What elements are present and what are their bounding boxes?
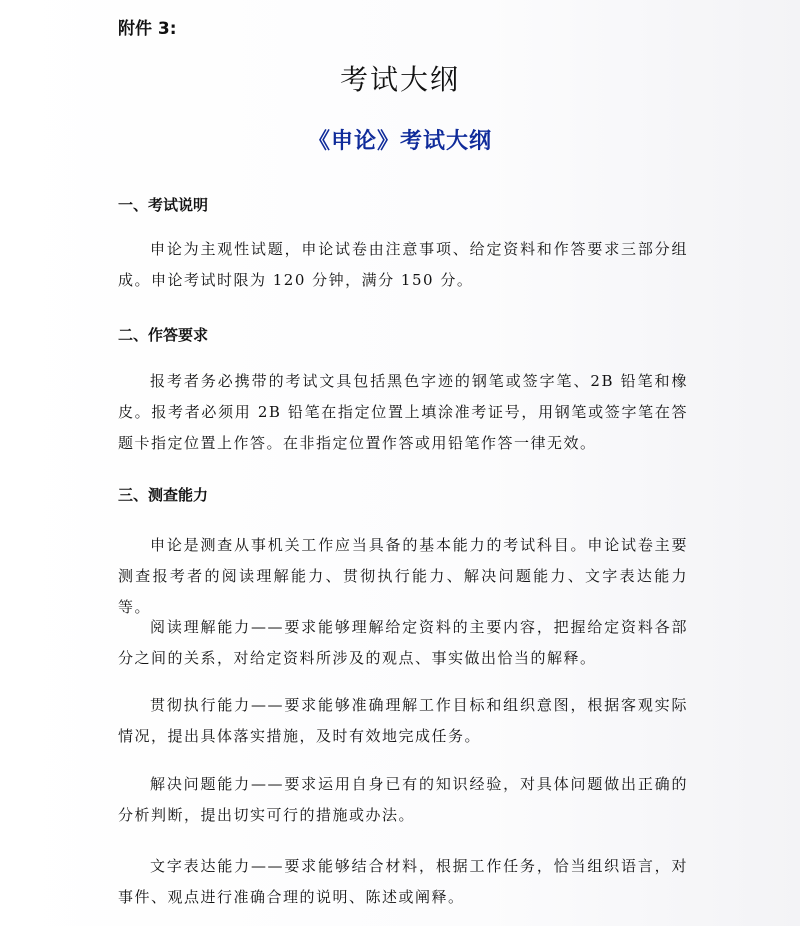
section-heading-abilities: 三、测查能力 bbox=[118, 486, 209, 504]
attachment-label: 附件 3: bbox=[118, 19, 177, 39]
section-paragraph bbox=[118, 612, 688, 674]
section-paragraph bbox=[118, 530, 688, 623]
section-paragraph bbox=[118, 366, 688, 459]
paragraph-text: 申论为主观性试题，申论试卷由注意事项、给定资料和作答要求三部分组成。申论考试时限为 120 分钟，满分 150 分。 bbox=[118, 240, 688, 289]
paragraph-text: 报考者务必携带的考试文具包括黑色字迹的钢笔或签字笔、2B 铅笔和橡皮。报考者必须用 2B 铅笔在指定位置上填涂准考证号，用钢笔或签字笔在答题卡指定位置上作答。在非指定位置作答或用铅笔作答一律无效。 bbox=[118, 372, 688, 452]
section-paragraph bbox=[118, 769, 688, 831]
paragraph-text: 解决问题能力——要求运用自身已有的知识经验，对具体问题做出正确的分析判断，提出切实可行的措施或办法。 bbox=[118, 775, 688, 824]
paragraph-text: 贯彻执行能力——要求能够准确理解工作目标和组织意图，根据客观实际情况，提出具体落实措施，及时有效地完成任务。 bbox=[118, 696, 688, 745]
main-title: 考试大纲 bbox=[339, 63, 460, 96]
paragraph-text: 申论是测查从事机关工作应当具备的基本能力的考试科目。申论试卷主要测查报考者的阅读理解能力、贯彻执行能力、解决问题能力、文字表达能力等。 bbox=[118, 536, 688, 616]
sub-title: 《申论》考试大纲 bbox=[307, 129, 492, 154]
paragraph-text: 文字表达能力——要求能够结合材料，根据工作任务，恰当组织语言，对事件、观点进行准确合理的说明、陈述或阐释。 bbox=[118, 857, 688, 906]
section-paragraph bbox=[118, 851, 688, 913]
section-paragraph bbox=[118, 234, 688, 296]
section-heading-answer-requirements: 二、作答要求 bbox=[118, 326, 209, 344]
paragraph-text: 阅读理解能力——要求能够理解给定资料的主要内容，把握给定资料各部分之间的关系，对给定资料所涉及的观点、事实做出恰当的解释。 bbox=[118, 618, 688, 667]
section-paragraph bbox=[118, 690, 688, 752]
section-heading-exam-description: 一、考试说明 bbox=[118, 196, 209, 214]
